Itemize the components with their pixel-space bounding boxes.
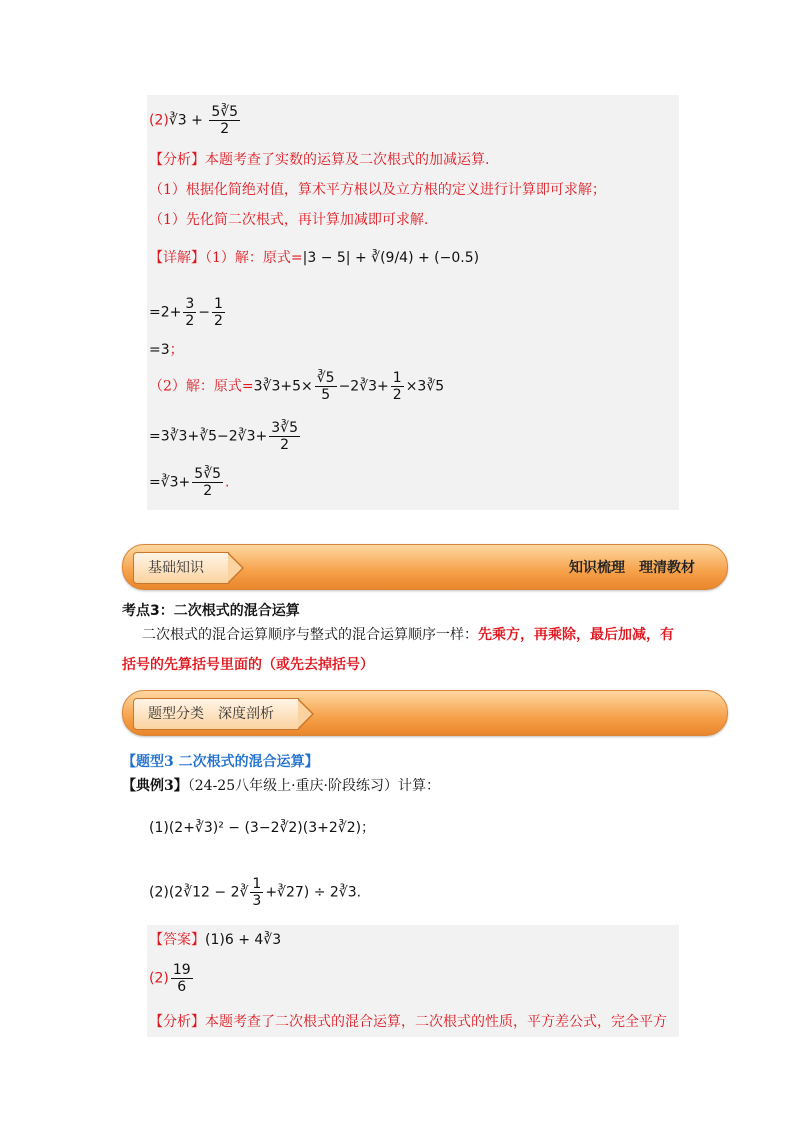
banner-tag: 基础知识 [133,552,229,584]
detail-step-1: =2+ $\frac{3}{2}$ − $\frac{1}{2}$ [149,296,223,329]
question-types-banner [122,690,728,736]
question-2: (2)(2∛12 − 2∛ $\frac{1}{3}$ +∛27) ÷ 2∛3. [149,876,362,909]
detail-step-2: =3； [149,342,184,358]
question-type-label: 【题型3 二次根式的混合运算】 [122,754,319,770]
detail-line-2: （2）解：原式=3∛3+5× $\frac{∛5}{5}$ −2∛3+ $\frac{1}{2}$ ×3∛5 [149,370,445,403]
section-title: 考点3：二次根式的混合运算 [122,603,300,619]
detail-step-4: =∛3+ $\frac{5∛5}{2}$ . [149,466,230,499]
answer-2-expr: ∛3 + [168,112,208,129]
analysis-line: 【分析】本题考查了实数的运算及二次根式的加减运算. [149,152,490,168]
section-body-2: 括号的先算括号里面的（或先去掉括号） [122,657,374,673]
answer-2-fraction: $\frac{5∛5}{2}$ [211,104,239,137]
answer-2-line-bottom: (2) $\frac{19}{6}$ [149,962,191,995]
answer-2-line: (2)∛3 + $\frac{5∛5}{2}$ [149,104,239,137]
detail-line-1: 【详解】（1）解：原式=|3 − 5| + ∛(9/4) + (−0.5) [149,250,480,266]
basic-knowledge-banner [122,544,728,590]
bottom-analysis-line: 【分析】本题考查了二次根式的混合运算，二次根式的性质，平方差公式，完全平方 [149,1014,667,1030]
analysis-point-1: （1）根据化简绝对值，算术平方根以及立方根的定义进行计算即可求解； [149,182,606,198]
banner-subtitle: 知识梳理 理清教材 [569,560,695,576]
banner-tag: 题型分类 深度剖析 [133,698,299,730]
question-1: (1)(2+∛3)² − (3−2∛2)(3+2∛2)； [149,820,376,836]
example-line: 【典例3】（24-25八年级上·重庆·阶段练习）计算： [122,778,441,794]
answer-line: 【答案】(1)6 + 4∛3 [149,932,282,948]
detail-step-3: =3∛3+∛5−2∛3+ $\frac{3∛5}{2}$ [149,420,298,453]
analysis-point-2: （1）先化简二次根式，再计算加减即可求解. [149,212,429,228]
section-body-1: 二次根式的混合运算顺序与整式的混合运算顺序一样：先乘方，再乘除，最后加减，有 [142,627,674,643]
